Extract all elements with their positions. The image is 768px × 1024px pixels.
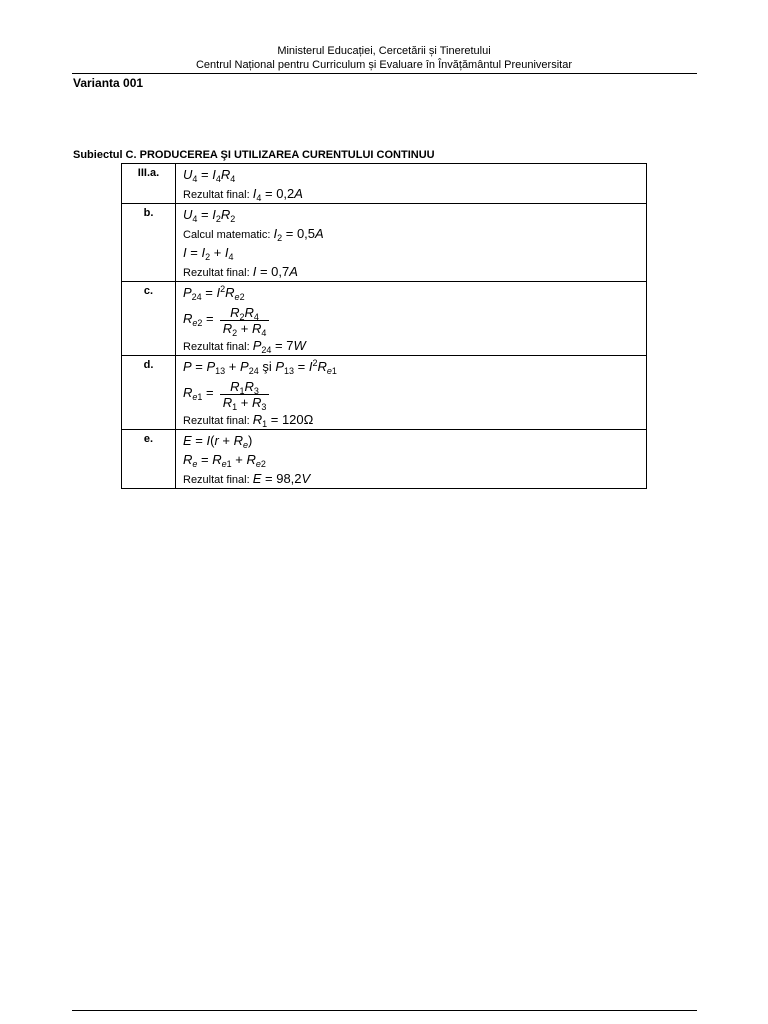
table-row: [122, 282, 647, 356]
row-label: c.: [122, 282, 176, 356]
final-result-label: Rezultat final:: [183, 189, 250, 201]
final-result-line: Rezultat final: E = 98,2V: [183, 471, 311, 486]
ministry-name: Ministerul Educației, Cercetării și Tineretului: [277, 45, 491, 57]
row-content: [176, 356, 647, 430]
row-content: [176, 282, 647, 356]
center-name: Centrul Național pentru Curriculum și Evaluare în Învățământul Preuniversitar: [195, 59, 572, 71]
table-row: [122, 204, 647, 282]
row-content: [176, 204, 647, 282]
final-result-line: Rezultat final: $R_1 = 120\Omega$: [183, 412, 314, 429]
fraction: $\frac{R_1R_3}{R_1 + R_3}$: [220, 379, 270, 410]
row-label: III.a.: [122, 164, 176, 204]
table-row: [122, 356, 647, 430]
formula-line: $P = P_{13} + P_{24}$ şi $P_{13} = I^2R_{e1}$: [183, 358, 337, 376]
row-label: e.: [122, 430, 176, 489]
formula-line: $R_e = R_{e1} + R_{e2}$: [183, 452, 266, 469]
final-result-line: Rezultat final: I = 0,7A: [183, 264, 298, 279]
subject-title: Subiectul C. PRODUCEREA ŞI UTILIZAREA CURENTULUI CONTINUU: [73, 149, 435, 161]
formula-line: $U_4 = I_2R_2$: [183, 207, 236, 224]
final-result-label: Rezultat final:: [183, 474, 250, 486]
table-row: [122, 164, 647, 204]
final-result-value: 0,7: [271, 264, 290, 279]
final-result-value: 7: [286, 338, 294, 353]
table-row: [122, 430, 647, 489]
calc-value: 0,5: [296, 226, 316, 241]
row-content: [176, 164, 647, 204]
final-result-value: 98,2: [276, 471, 302, 486]
formula-line: $R_{e1}$ = $\frac{R_1R_3}{R_1 + R_3}$: [183, 376, 646, 410]
row-content: [176, 430, 647, 489]
and-word: şi: [262, 359, 272, 374]
row-label: d.: [122, 356, 176, 430]
row-label: b.: [122, 204, 176, 282]
calc-line: Calcul matematic: $I_2 = 0,5A$: [183, 226, 324, 243]
final-result-value: 0,2: [276, 186, 295, 201]
fraction: $\frac{R_2R_4}{R_2 + R_4}$: [220, 305, 270, 336]
final-result-label: Rezultat final:: [183, 341, 250, 353]
final-result-line: Rezultat final: $I_4 = 0,2A$: [183, 186, 303, 203]
variant-title: Varianta 001: [73, 76, 144, 90]
formula-line: $I = I_2 + I_4$: [183, 245, 234, 262]
formula-line: $R_{e2}$ = $\frac{R_2R_4}{R_2 + R_4}$: [183, 302, 646, 336]
final-result-value: 120: [281, 412, 304, 427]
final-result-label: Rezultat final:: [183, 415, 250, 427]
header-divider: [72, 73, 697, 74]
formula-line: $P_{24} = I^2R_{e2}$: [183, 284, 245, 302]
footer-divider: [72, 1010, 697, 1011]
calc-label: Calcul matematic:: [183, 229, 271, 241]
final-result-line: Rezultat final: $P_{24} = 7W$: [183, 338, 306, 355]
formula-line: $E = I(r + R_e)$: [183, 433, 253, 450]
formula-line: $U_4 = I_4R_4$: [183, 167, 236, 184]
solution-table: [121, 163, 647, 489]
final-result-label: Rezultat final:: [183, 267, 250, 279]
page-header: [0, 44, 768, 72]
